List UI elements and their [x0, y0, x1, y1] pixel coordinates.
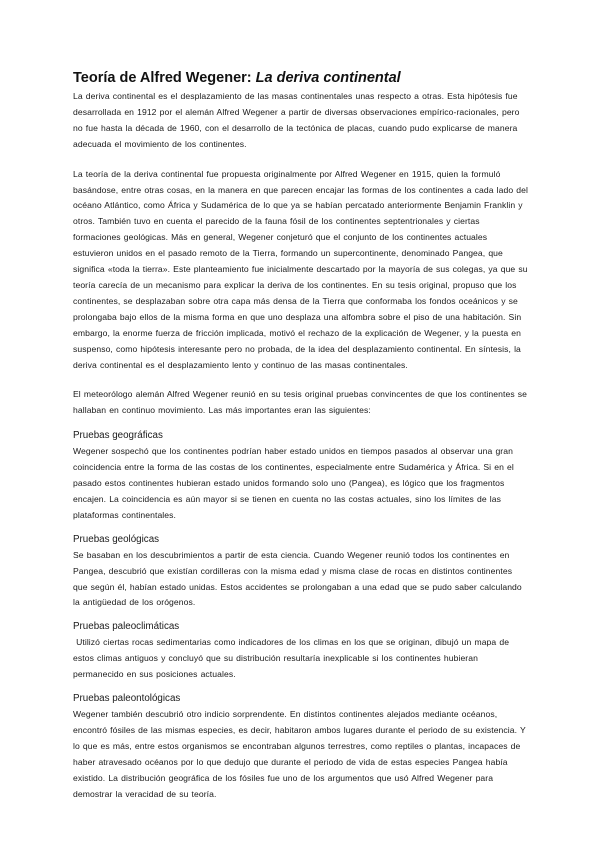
section-paleoclimatic: [73, 619, 528, 683]
section-heading: Pruebas geológicas: [73, 533, 160, 545]
section-text: Se basaban en los descubrimientos a partir de esta ciencia. Cuando Wegener reunió todos los continentes en Pangea, descubrió que existían cordilleras con la misma edad y misma clase de rocas en distintos continentes que según él, habían estado unidas. Estos accidentes se prolongaban a una edad que se pudo saber calculando la antigüedad de los orógenos.: [73, 549, 522, 608]
section-geographic: [73, 428, 528, 524]
section-paleontologic: [73, 691, 528, 802]
section-text: Utilizó ciertas rocas sedimentarias como indicadores de los climas en los que se originan, dibujó un mapa de estos climas antiguos y concluyó que su distribución resultaría inexplicable si los continentes hubieran permanecido en sus posiciones actuales.: [73, 637, 513, 680]
section-heading: Pruebas paleoclimáticas: [73, 621, 180, 633]
section-heading: Pruebas geográficas: [73, 430, 163, 442]
paragraph-intro: La deriva continental es el desplazamiento de las masas continentales unas respecto a otras. Esta hipótesis fue desarrollada en 1912 por el alemán Alfred Wegener a partir de diversas observaciones empírico-racionales, pero no fue hasta la década de 1960, con el desarrollo de la tectónica de placas, cuando pudo explicarse de manera adecuada el movimiento de los continentes.: [73, 91, 520, 149]
paragraph-theory: La teoría de la deriva continental fue propuesta originalmente por Alfred Wegener en 1915, quien la formuló basándose, entre otras cosas, en la manera en que parecen encajar las formas de los continentes a cada lado del océano Atlántico, como África y Sudamérica de lo que ya se habían percatado anteriormente Benjamin Franklin y otros. También tuvo en cuenta el parecido de la fauna fósil de los continentes septentrionales y ciertas formaciones geológicas. Más en general, Wegener conjeturó que el conjunto de los continentes actuales estuvieron unidos en el pasado remoto de la Tierra, formando un supercontinente, denominado Pangea, que significa «toda la tierra». Este planteamiento fue inicialmente descartado por la mayoría de sus colegas, ya que su teoría carecía de un mecanismo para explicar la deriva de los continentes. En su tesis original, propuso que los continentes, se desplazaban sobre otra capa más densa de la Tierra que conformaba los fondos oceánicos y se prolongaba bajo ellos de la misma forma en que uno desplaza una alfombra sobre el piso de una habitación. Sin embargo, la enorme fuerza de fricción implicada, motivó el rechazo de la explicación de Wegener, y la puesta en suspenso, como hipótesis interesante pero no probada, de la idea del desplazamiento continental. En síntesis, la deriva continental es el desplazamiento lento y continuo de las masas continentales.: [73, 168, 529, 370]
page-title: [73, 70, 528, 87]
document-page: [73, 70, 528, 811]
section-text: Wegener sospechó que los continentes podrían haber estado unidos en tiempos pasados al observar una gran coincidencia entre la forma de las costas de los continentes, especialmente entre Sudamérica y África. Si en el pasado estos continentes hubieran estado unidos formando solo uno (Pangea), es lógico que los fragmentos encajen. La coincidencia es aún mayor si se tienen en cuenta no las costas actuales, sino los límites de las plataformas continentales.: [73, 446, 514, 520]
title-main: Teoría de Alfred Wegener:: [73, 70, 256, 86]
section-geologic: [73, 532, 528, 612]
section-text: Wegener también descubrió otro indicio sorprendente. En distintos continentes alejados mediante océanos, encontró fósiles de las mismas especies, es decir, habitaron ambos lugares durante el periodo de su existencia. Y lo que es más, entre estos organismos se encontraban algunos terrestres, como reptiles o plantas, incapaces de haber atravesado océanos por lo que dedujo que durante el periodo de vida de estas especies Pangea había existido. La distribución geográfica de los fósiles fue uno de los argumentos que usó Alfred Wegener para demostrar la veracidad de su teoría.: [73, 709, 526, 799]
title-italic: La deriva continental: [255, 70, 401, 86]
section-heading: Pruebas paleontológicas: [73, 693, 181, 705]
paragraph-evidence-intro: El meteorólogo alemán Alfred Wegener reunió en su tesis original pruebas convincentes de que los continentes se hallaban en continuo movimiento. Las más importantes eran las siguientes:: [73, 389, 528, 416]
